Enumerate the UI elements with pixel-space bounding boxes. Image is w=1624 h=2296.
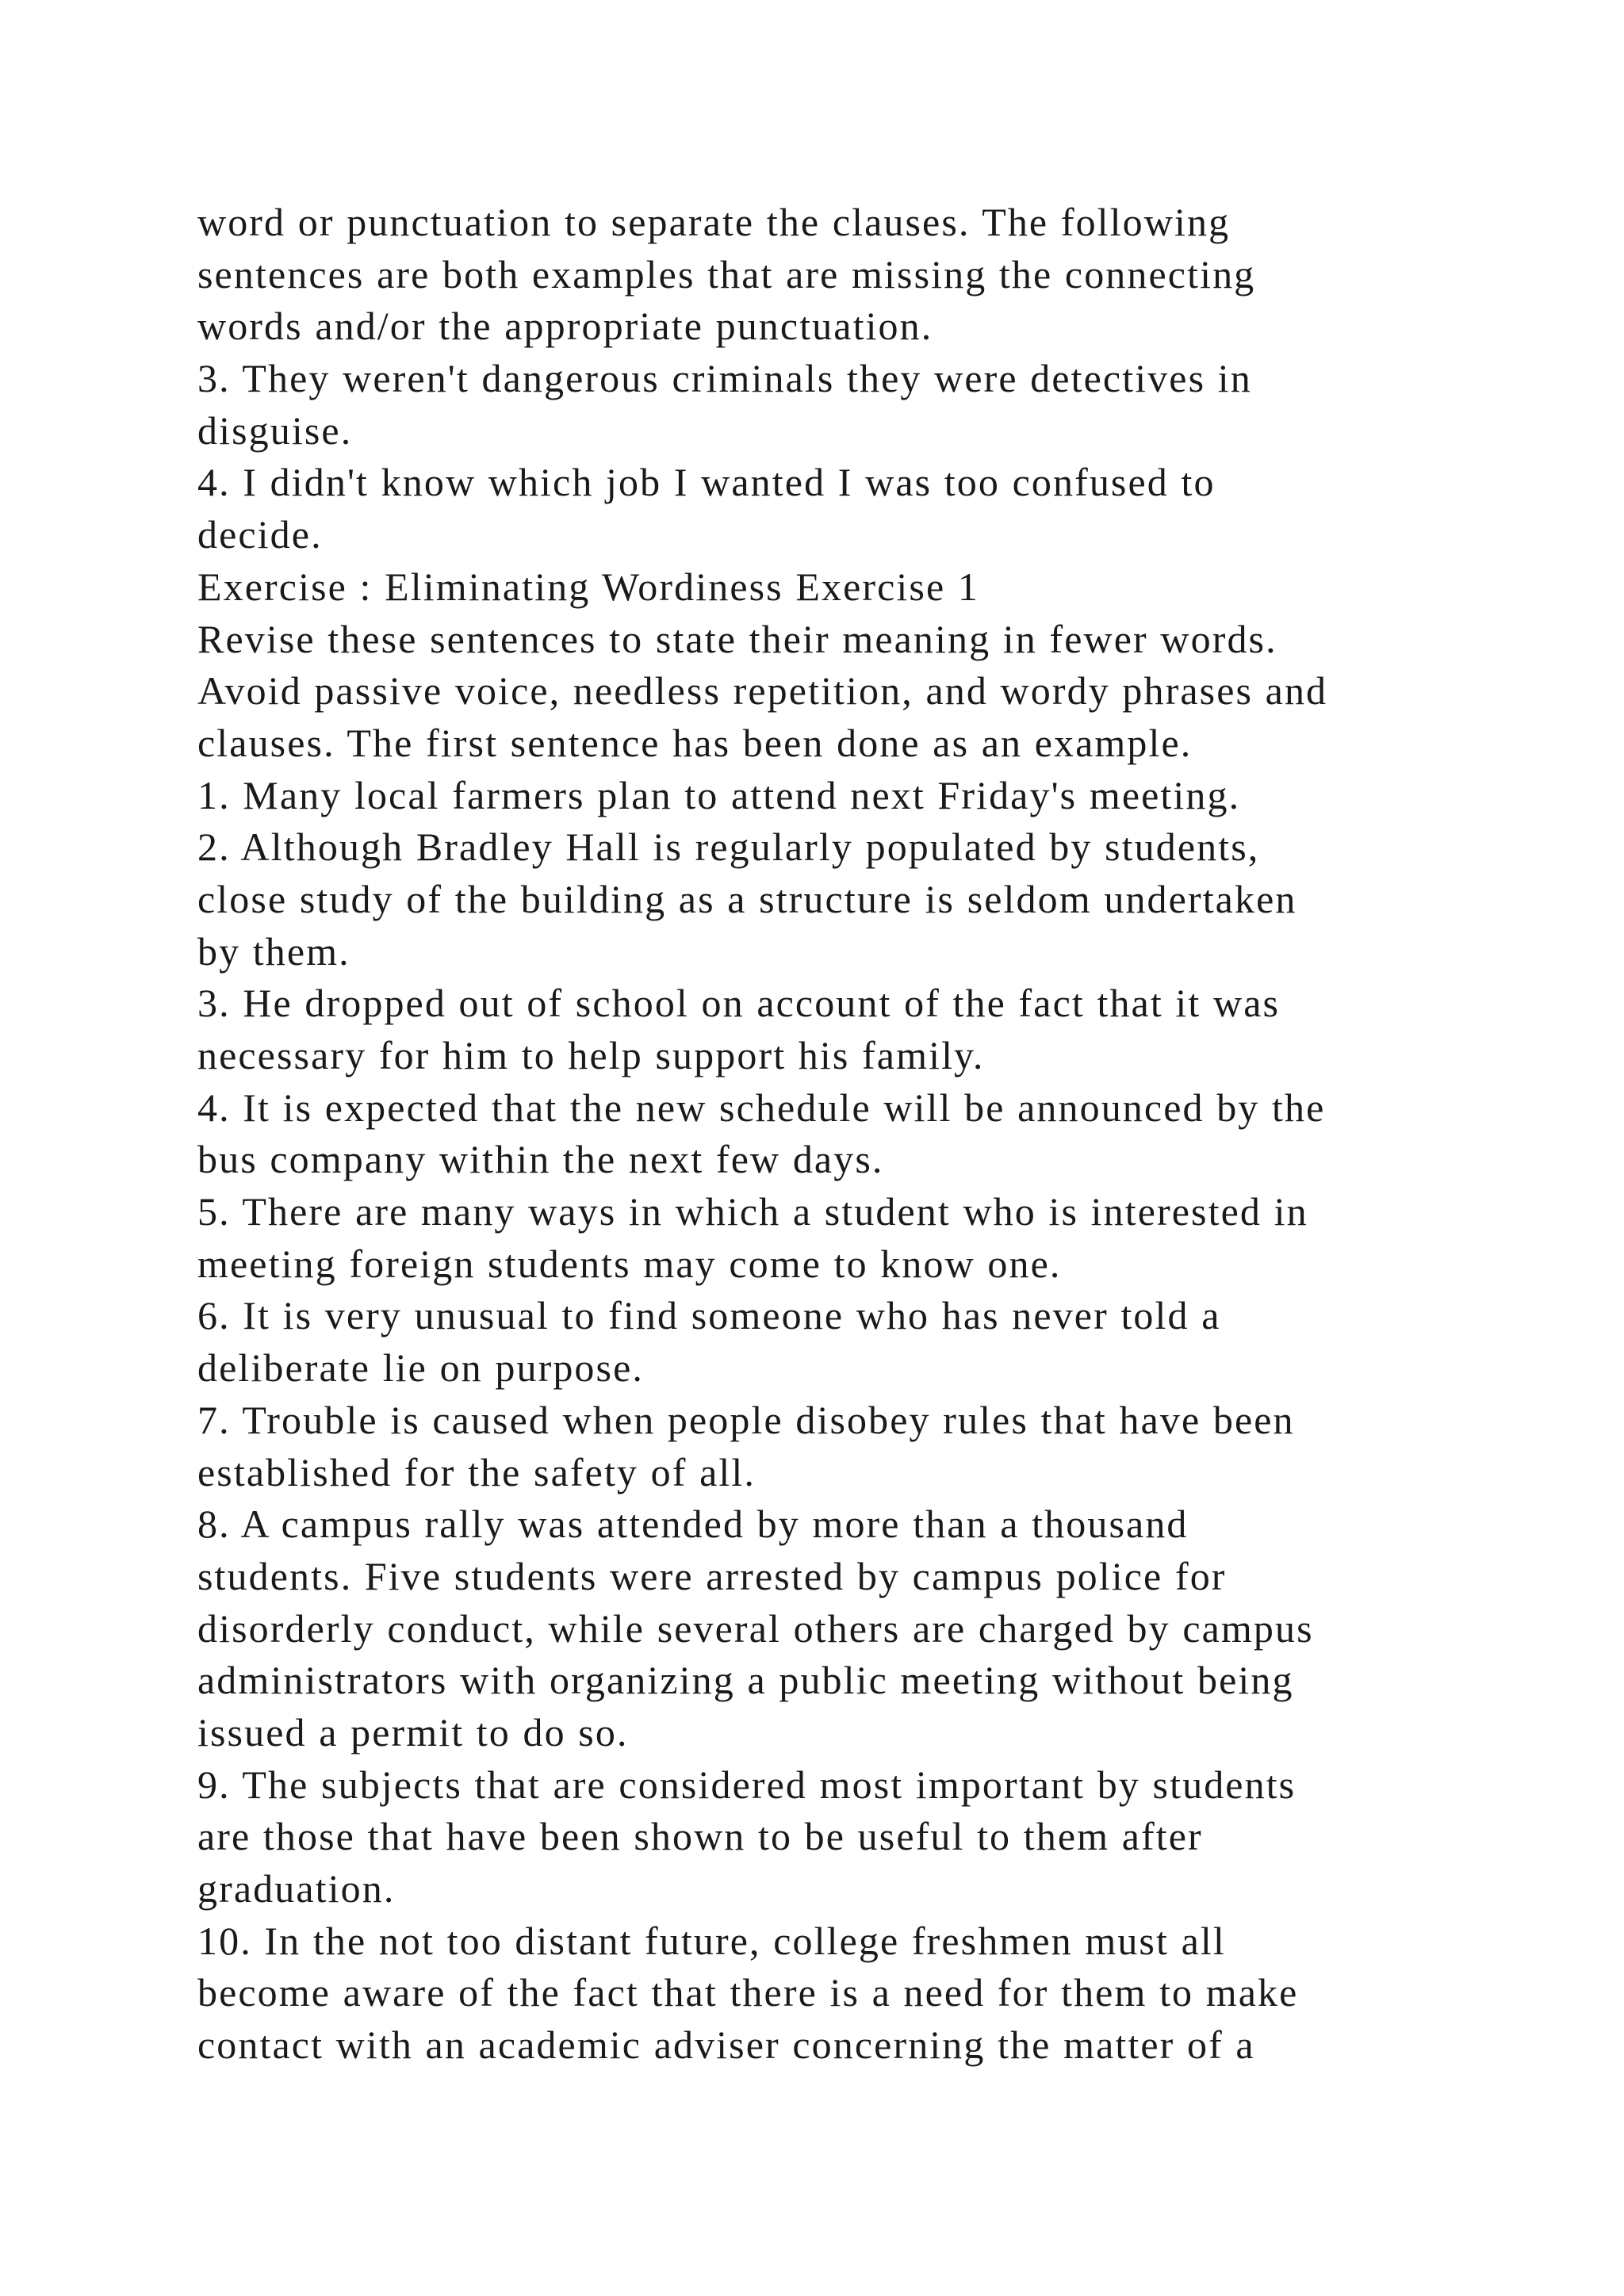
- text-line: 9. The subjects that are considered most important by students: [197, 1762, 1297, 1807]
- text-line: 3. He dropped out of school on account of the fact that it was: [197, 981, 1281, 1026]
- text-line: 10. In the not too distant future, college freshmen must all: [197, 1918, 1226, 1963]
- text-line: 1. Many local farmers plan to attend next Friday's meeting.: [197, 772, 1241, 817]
- text-line: 6. It is very unusual to find someone who has never told a: [197, 1293, 1221, 1338]
- text-line: meeting foreign students may come to know one.: [197, 1241, 1062, 1286]
- text-line: contact with an academic adviser concerning the matter of a: [197, 2022, 1255, 2068]
- text-line: clauses. The first sentence has been done as an example.: [197, 720, 1193, 765]
- exercise-heading: Exercise : Eliminating Wordiness Exercise 1: [197, 564, 979, 609]
- text-line: issued a permit to do so.: [197, 1709, 629, 1755]
- text-line: 7. Trouble is caused when people disobey rules that have been: [197, 1397, 1295, 1442]
- text-line: 4. It is expected that the new schedule will be announced by the: [197, 1085, 1326, 1130]
- text-line: 5. There are many ways in which a student who is interested in: [197, 1189, 1308, 1234]
- text-line: Avoid passive voice, needless repetition, and wordy phrases and: [197, 668, 1328, 714]
- text-line: words and/or the appropriate punctuation.: [197, 304, 933, 349]
- text-line: deliberate lie on purpose.: [197, 1345, 644, 1391]
- text-line: word or punctuation to separate the clauses. The following: [197, 200, 1231, 244]
- text-line: are those that have been shown to be useful to them after: [197, 1814, 1203, 1859]
- text-line: decide.: [197, 512, 323, 557]
- text-line: students. Five students were arrested by campus police for: [197, 1553, 1227, 1598]
- text-line: by them.: [197, 928, 350, 974]
- text-line: Revise these sentences to state their meaning in fewer words.: [197, 616, 1277, 661]
- text-line: close study of the building as a structure is seldom undertaken: [197, 876, 1297, 921]
- text-line: bus company within the next few days.: [197, 1137, 884, 1182]
- text-line: established for the safety of all.: [197, 1449, 756, 1494]
- text-line: 2. Although Bradley Hall is regularly populated by students,: [197, 825, 1260, 870]
- text-line: 3. They weren't dangerous criminals they were detectives in: [197, 356, 1252, 401]
- text-line: disorderly conduct, while several others are charged by campus: [197, 1605, 1314, 1651]
- text-line: sentences are both examples that are missing the connecting: [197, 251, 1256, 297]
- document-body-text: [197, 197, 1545, 2072]
- text-line: 4. I didn't know which job I wanted I was too confused to: [197, 460, 1216, 505]
- text-line: disguise.: [197, 408, 353, 453]
- text-line: graduation.: [197, 1866, 396, 1911]
- text-line: necessary for him to help support his family.: [197, 1033, 985, 1077]
- text-line: administrators with organizing a public meeting without being: [197, 1658, 1294, 1703]
- text-line: become aware of the fact that there is a need for them to make: [197, 1970, 1299, 2015]
- text-line: 8. A campus rally was attended by more than a thousand: [197, 1502, 1189, 1547]
